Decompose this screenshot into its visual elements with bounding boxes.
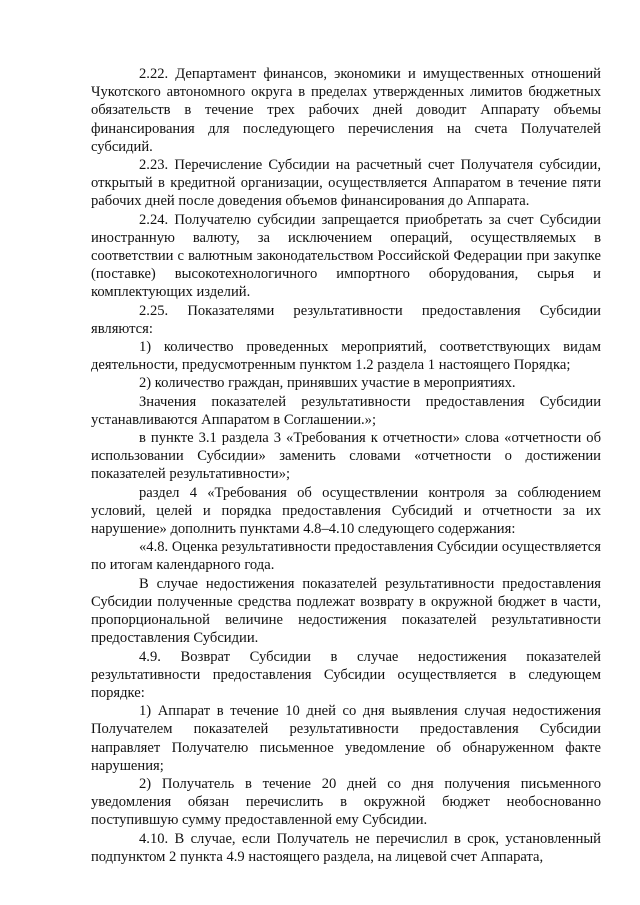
paragraph-2-23: 2.23. Перечисление Субсидии на расчетный счет Получателя субсидии, открытый в кредитной организации, осуществляется Аппаратом в течение пяти рабочих дней после доведения объемов финансирования до Аппарата. [91,157,601,210]
paragraph-amend-section-4: раздел 4 «Требования об осуществлении контроля за соблюдением условий, целей и порядка предоставления Субсидий и отчетности за их нарушение» дополнить пунктами 4.8–4.10 следующего содержания: [91,484,601,538]
paragraph-2-25: 2.25. Показателями результативности предоставления Субсидии являются: [91,302,601,337]
paragraph-4-10: 4.10. В случае, если Получатель не перечислил в срок, установленный подпунктом 2 пункта 4.9 настоящего раздела, на лицевой счет Аппарата, [91,830,601,865]
paragraph-amend-3-1: в пункте 3.1 раздела 3 «Требования к отчетности» слова «отчетности об использовании Субсидии» заменить словами «отчетности о достижении показателей результативности»; [91,430,601,483]
paragraph-2-24: 2.24. Получателю субсидии запрещается приобретать за счет Субсидии иностранную валюту, за исключением операций, осуществляемых в соответствии с валютным законодательством Российской Федерации при закупке (поставке) высокотехнологичного импортного оборудования, сырья и комплектующих изделий. [91,211,601,301]
paragraph-indicator-values: Значения показателей результативности предоставления Субсидии устанавливаются Аппаратом в Соглашении.»; [91,393,601,428]
list-item-4-9-2: 2) Получатель в течение 20 дней со дня получения письменного уведомления обязан перечислить в окружной бюджет необоснованно поступившую сумму предоставленной ему Субсидии. [91,775,601,829]
list-item-2-25-1: 1) количество проведенных мероприятий, соответствующих видам деятельности, предусмотренным пунктом 1.2 раздела 1 настоящего Порядка; [91,339,601,374]
list-item-2-25-2: 2) количество граждан, принявших участие в мероприятиях. [139,375,516,392]
list-item-4-9-1: 1) Аппарат в течение 10 дней со дня выявления случая недостижения Получателем показателей результативности предоставления Субсидии направляет Получателю письменное уведомление об обнаруженном факте нарушения; [91,703,601,774]
paragraph-4-8-return: В случае недостижения показателей результативности предоставления Субсидии полученные средства подлежат возврату в окружной бюджет в части, пропорциональной величине недостижения показателей результативности предоставления Субсидии. [91,575,601,647]
paragraph-2-22: 2.22. Департамент финансов, экономики и имущественных отношений Чукотского автономного округа в пределах утвержденных лимитов бюджетных обязательств в течение трех рабочих дней доводит Аппарату объемы финансирования для последующего перечисления на счета Получателей субсидий. [91,66,601,155]
paragraph-4-8: «4.8. Оценка результативности предоставления Субсидии осуществляется по итогам календарного года. [91,539,601,574]
paragraph-4-9: 4.9. Возврат Субсидии в случае недостижения показателей результативности предоставления Субсидии осуществляется в следующем порядке: [91,648,601,701]
document-page [91,65,601,895]
